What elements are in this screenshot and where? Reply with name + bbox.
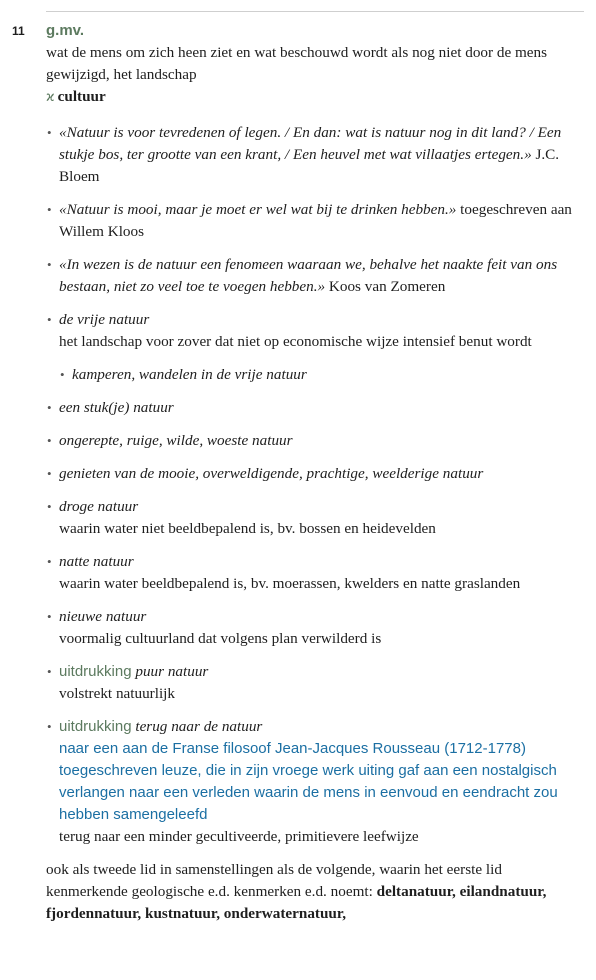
phrase-text: de vrije natuur	[59, 311, 150, 328]
expression-definition: terug naar een minder gecultiveerde, primitievere leefwijze	[59, 828, 419, 845]
expression-etymology: naar een aan de Franse filosoof Jean-Jacques Rousseau (1712-1778) toegeschreven leuze, die in zijn vroege werk uiting gaf aan een nostalgisch verlangen naar een verleden waarin de mens in eenvoud en eendracht zou hebben samengeleefd	[59, 740, 558, 823]
phrase-text: nieuwe natuur	[59, 608, 147, 625]
phrase-definition: waarin water niet beeldbepalend is, bv. bossen en heidevelden	[59, 520, 436, 537]
expression-label: uitdrukking	[59, 718, 132, 735]
compounds-intro: ook als tweede lid in samenstellingen als de volgende, waarin het eerste lid kenmerkende geologische e.d. kenmerken e.d. noemt:	[46, 861, 502, 900]
list-item	[46, 606, 582, 650]
quote-text: «Natuur is mooi, maar je moet er wel wat bij te drinken hebben.»	[59, 201, 457, 218]
compounds-note	[46, 859, 582, 925]
phrase-definition: het landschap voor zover dat niet op economische wijze intensief benut wordt	[59, 333, 532, 350]
bullet-icon: •	[47, 400, 52, 415]
sense-number: 11	[12, 24, 25, 38]
list-item	[59, 364, 582, 386]
dictionary-sense	[0, 14, 596, 925]
phrase-text: natte natuur	[59, 553, 134, 570]
sub-example-text: kamperen, wandelen in de vrije natuur	[72, 366, 307, 383]
list-item	[46, 254, 582, 298]
bullet-icon: •	[47, 125, 52, 140]
bullet-icon: •	[47, 499, 52, 514]
quote-source: Koos van Zomeren	[325, 278, 446, 295]
example-list	[46, 122, 582, 848]
list-item	[46, 430, 582, 452]
phrase-definition: voormalig cultuurland dat volgens plan verwilderd is	[59, 630, 382, 647]
phrase-text: droge natuur	[59, 498, 139, 515]
bullet-icon: •	[47, 433, 52, 448]
sense-definition: wat de mens om zich heen ziet en wat beschouwd wordt als nog niet door de mens gewijzigd, het landschap	[46, 44, 548, 83]
bullet-icon: •	[47, 554, 52, 569]
list-item	[46, 496, 582, 540]
quote-text: «Natuur is voor tevredenen of legen. / En dan: wat is natuur nog in dit land? / Een stukje bos, ter grootte van een krant, / Een heuvel met wat villaatjes ertegen.»	[59, 124, 562, 163]
phrase-text: ongerepte, ruige, wilde, woeste natuur	[59, 432, 293, 449]
bullet-icon: •	[47, 609, 52, 624]
list-item	[46, 661, 582, 705]
bullet-icon: •	[47, 719, 52, 734]
sub-example-list	[59, 364, 582, 386]
quote-text: «In wezen is de natuur een fenomeen waaraan we, behalve het naakte feit van ons bestaan, niet zo veel toe te voegen hebben.»	[59, 256, 558, 295]
expression-text: terug naar de natuur	[131, 718, 263, 735]
grammar-label: g.mv.	[46, 22, 85, 39]
expression-definition: volstrekt natuurlijk	[59, 685, 175, 702]
antonym-line	[46, 86, 582, 109]
sense-body	[46, 14, 582, 925]
bullet-icon: •	[47, 312, 52, 327]
bullet-icon: •	[47, 257, 52, 272]
phrase-text: genieten van de mooie, overweldigende, prachtige, weelderige natuur	[59, 465, 484, 482]
list-item	[46, 199, 582, 243]
quote-source: J.C. Bloem	[59, 146, 560, 185]
top-divider	[46, 11, 584, 12]
expression-label: uitdrukking	[59, 663, 132, 680]
antonym-link[interactable]: cultuur	[57, 88, 106, 105]
antonym-icon: ϰ	[46, 90, 55, 105]
list-item	[46, 122, 582, 188]
list-item	[46, 716, 582, 848]
list-item	[46, 397, 582, 419]
list-item	[46, 309, 582, 386]
bullet-icon: •	[47, 202, 52, 217]
list-item	[46, 551, 582, 595]
phrase-definition: waarin water beeldbepalend is, bv. moerassen, kwelders en natte graslanden	[59, 575, 521, 592]
phrase-text: een stuk(je) natuur	[59, 399, 174, 416]
quote-source: toegeschreven aan Willem Kloos	[59, 201, 572, 240]
expression-text: puur natuur	[131, 663, 209, 680]
bullet-icon: •	[60, 367, 65, 382]
compounds-words: deltanatuur, eilandnatuur, fjordennatuur, kustnatuur, onderwaternatuur,	[46, 883, 547, 922]
bullet-icon: •	[47, 664, 52, 679]
list-item	[46, 463, 582, 485]
bullet-icon: •	[47, 466, 52, 481]
